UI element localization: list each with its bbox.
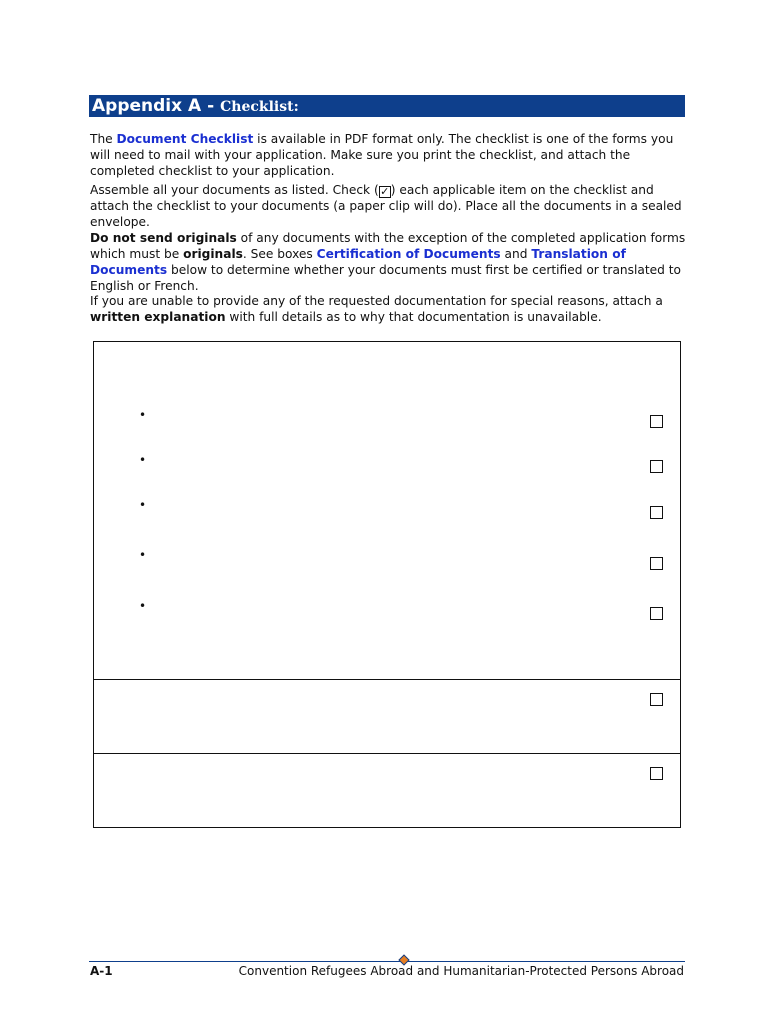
intro-paragraph-1: The Document Checklist is available in PDF format only. The checklist is one of the forms you will need to mail with your application. Make sure you print the checklist, and attach the completed checklist to your application. [90,132,674,178]
checklist-checkbox[interactable] [650,460,663,473]
intro-paragraph-3: Do not send originals of any documents with the exception of the completed application forms which must be originals. See boxes Certification of Documents and Translation of Documents below to determine whether your documents must first be certified or translated to English or French. [90,231,686,293]
certification-of-documents-link[interactable]: Certification of Documents [316,247,501,261]
checklist-checkbox[interactable] [650,693,663,706]
footer-document-title: Convention Refugees Abroad and Humanitarian-Protected Persons Abroad [238,964,684,978]
footer-page-number: A-1 [90,964,113,978]
list-bullet: • [139,548,147,562]
checkmark-icon: ✓ [380,185,390,198]
appendix-subtitle: Checklist: [220,99,299,115]
checklist-checkbox[interactable] [650,767,663,780]
intro-paragraph-2: Assemble all your documents as listed. Check (✓) each applicable item on the checklist and attach the checklist to your documents (a paper clip will do). Place all the documents in a sealed envelope. [90,183,682,229]
checklist-checkbox[interactable] [650,415,663,428]
appendix-title: Appendix A - [92,96,215,116]
list-bullet: • [139,498,147,512]
checklist-checkbox[interactable] [650,557,663,570]
intro-paragraph-4: If you are unable to provide any of the requested documentation for special reasons, attach a written explanation with full details as to why that documentation is unavailable. [90,294,663,324]
checklist-table [93,341,681,828]
appendix-title-bar [89,95,685,117]
checklist-checkbox[interactable] [650,506,663,519]
list-bullet: • [139,408,147,422]
table-row-divider [94,753,680,754]
list-bullet: • [139,599,147,613]
translation-of-documents-link[interactable]: Translation of Documents [90,247,626,277]
footer-rule [89,961,685,962]
list-bullet: • [139,453,147,467]
table-row-divider [94,679,680,680]
checklist-checkbox[interactable] [650,607,663,620]
document-checklist-link[interactable]: Document Checklist [116,132,254,146]
